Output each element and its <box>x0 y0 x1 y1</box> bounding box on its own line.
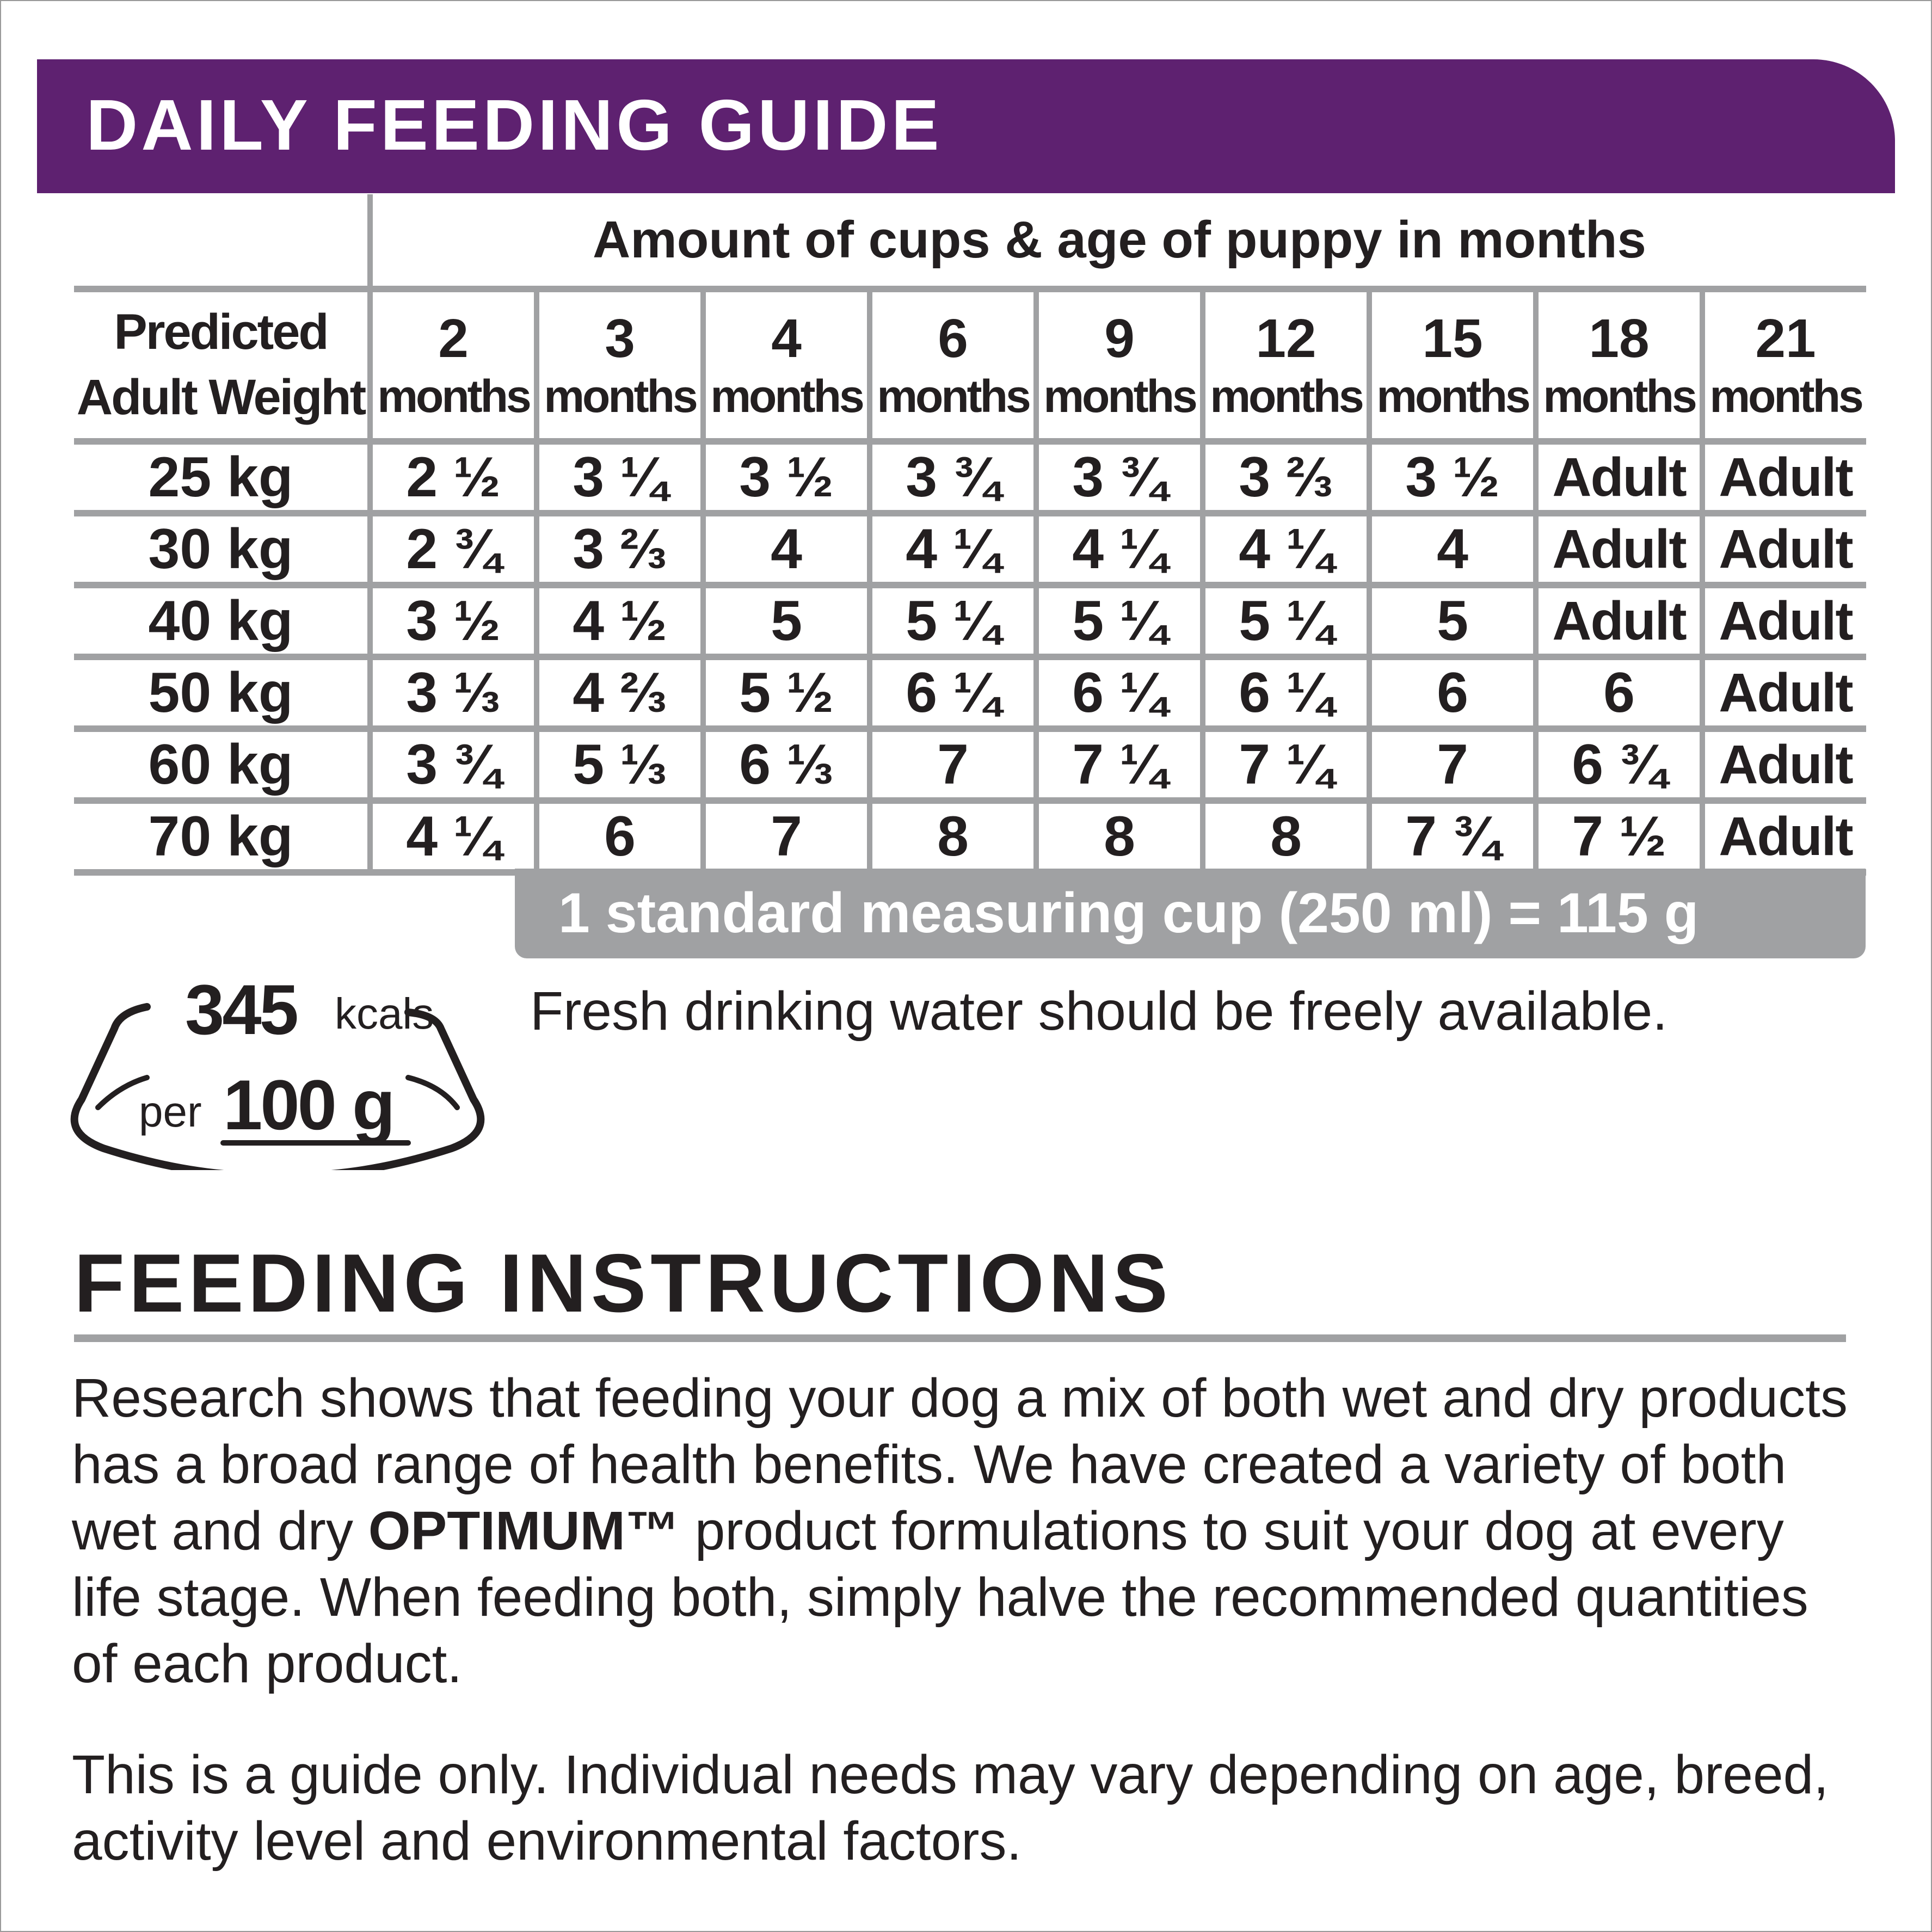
cups-cell: 7 ¾ <box>1369 801 1536 872</box>
column-unit: months <box>710 371 863 422</box>
table-row <box>74 585 1866 657</box>
weight-header <box>74 289 370 441</box>
water-note: Fresh drinking water should be freely available. <box>530 981 1668 1042</box>
column-number: 6 <box>938 308 968 369</box>
cups-cell: 7 ¼ <box>1203 729 1369 801</box>
kcal-value: 345 <box>185 970 297 1049</box>
cups-cell: 4 ¼ <box>870 513 1036 585</box>
cups-cell: 5 ¼ <box>1036 585 1203 657</box>
column-number: 21 <box>1755 308 1816 369</box>
column-header-row <box>74 289 1866 441</box>
cups-cell: 4 <box>1369 513 1536 585</box>
column-number: 15 <box>1422 308 1483 369</box>
column-number: 18 <box>1589 308 1650 369</box>
empty-corner <box>74 194 370 289</box>
column-unit: months <box>1543 371 1695 422</box>
column-header-2-months <box>370 289 537 441</box>
cups-cell: 3 ¾ <box>1036 441 1203 513</box>
weight-cell: 30 kg <box>74 513 370 585</box>
column-header-18-months <box>1536 289 1702 441</box>
cups-cell: 6 ¾ <box>1536 729 1702 801</box>
column-header-15-months <box>1369 289 1536 441</box>
table-caption: Amount of cups & age of puppy in months <box>593 211 1646 269</box>
column-number: 9 <box>1104 308 1135 369</box>
instructions-title: FEEDING INSTRUCTIONS <box>74 1237 1172 1330</box>
cups-cell: Adult <box>1536 585 1702 657</box>
instructions-paragraph-2: This is a guide only. Individual needs may vary depending on age, breed, activity level and environmental factors. <box>72 1744 1829 1872</box>
cups-cell: 3 ½ <box>1369 441 1536 513</box>
cups-cell: 4 <box>703 513 870 585</box>
cups-cell: 3 ½ <box>370 585 537 657</box>
cups-cell: 7 ¼ <box>1036 729 1203 801</box>
table-row <box>74 513 1866 585</box>
cups-cell: 2 ¾ <box>370 513 537 585</box>
p1-text-b: product formulations to suit your dog at every life stage. When feeding both, simply halve the recommended quantities of each product. <box>72 1500 1808 1694</box>
column-unit: months <box>877 371 1029 422</box>
cups-cell: 8 <box>870 801 1036 872</box>
cups-cell: 3 ¼ <box>537 441 703 513</box>
cups-cell: 2 ½ <box>370 441 537 513</box>
cups-cell: 6 ¼ <box>870 657 1036 729</box>
cups-cell: 6 ¼ <box>1203 657 1369 729</box>
cups-cell: 5 ½ <box>703 657 870 729</box>
cups-cell: 3 ¾ <box>870 441 1036 513</box>
column-unit: months <box>1376 371 1529 422</box>
column-number: 2 <box>438 308 469 369</box>
weight-header-line2: Adult Weight <box>76 370 365 425</box>
cups-cell: Adult <box>1702 657 1866 729</box>
cups-cell: Adult <box>1702 513 1866 585</box>
cups-cell: 5 ⅓ <box>537 729 703 801</box>
cups-cell: Adult <box>1536 513 1702 585</box>
column-header-6-months <box>870 289 1036 441</box>
weight-cell: 50 kg <box>74 657 370 729</box>
cups-cell: 8 <box>1036 801 1203 872</box>
instructions-paragraph-1 <box>72 1365 1868 1697</box>
cups-cell: 4 ¼ <box>370 801 537 872</box>
column-unit: months <box>544 371 696 422</box>
cups-cell: 7 <box>870 729 1036 801</box>
cups-cell: 6 <box>537 801 703 872</box>
weight-header-line1: Predicted <box>114 304 328 360</box>
cups-cell: Adult <box>1702 729 1866 801</box>
feeding-guide-header <box>37 59 1895 193</box>
cups-cell: 6 <box>1369 657 1536 729</box>
cups-cell: 3 ⅓ <box>370 657 537 729</box>
cups-cell: Adult <box>1702 585 1866 657</box>
cups-cell: 6 ¼ <box>1036 657 1203 729</box>
column-header-3-months <box>537 289 703 441</box>
cups-cell: 7 <box>703 801 870 872</box>
cups-cell: 3 ⅔ <box>537 513 703 585</box>
instructions-divider <box>74 1334 1846 1342</box>
cups-cell: 5 ¼ <box>1203 585 1369 657</box>
cup-measure-note: 1 standard measuring cup (250 ml) = 115 g <box>515 869 1866 958</box>
cups-cell: 3 ⅔ <box>1203 441 1369 513</box>
column-header-12-months <box>1203 289 1369 441</box>
column-number: 3 <box>605 308 635 369</box>
cups-cell: Adult <box>1702 801 1866 872</box>
column-unit: months <box>1709 371 1862 422</box>
table-row <box>74 801 1866 872</box>
p1-text-a: Research shows that feeding your dog a mix of both wet and dry products has a broad range of health benefits. We have created a variety of both wet and dry <box>72 1368 1848 1561</box>
cups-cell: 3 ¾ <box>370 729 537 801</box>
weight-cell: 60 kg <box>74 729 370 801</box>
column-unit: months <box>377 371 530 422</box>
column-unit: months <box>1043 371 1196 422</box>
table-row <box>74 729 1866 801</box>
cups-cell: 5 <box>703 585 870 657</box>
feeding-guide-title: DAILY FEEDING GUIDE <box>86 85 943 165</box>
cups-cell: 6 <box>1536 657 1702 729</box>
table-row <box>74 657 1866 729</box>
cups-cell: 4 ⅔ <box>537 657 703 729</box>
cups-cell: Adult <box>1536 441 1702 513</box>
cups-cell: 8 <box>1203 801 1369 872</box>
per-amount: 100 g <box>223 1065 393 1145</box>
cups-cell: 6 ⅓ <box>703 729 870 801</box>
table-row <box>74 441 1866 513</box>
column-number: 4 <box>771 308 802 369</box>
kcal-unit: kcals <box>335 989 434 1038</box>
bowl-calorie-icon <box>60 969 495 1170</box>
per-label: per <box>139 1087 202 1136</box>
table-caption-row <box>74 194 1866 289</box>
weight-cell: 40 kg <box>74 585 370 657</box>
weight-cell: 25 kg <box>74 441 370 513</box>
cups-cell: 4 ¼ <box>1203 513 1369 585</box>
cups-cell: Adult <box>1702 441 1866 513</box>
cups-cell: 7 <box>1369 729 1536 801</box>
weight-cell: 70 kg <box>74 801 370 872</box>
cups-cell: 4 ½ <box>537 585 703 657</box>
column-header-4-months <box>703 289 870 441</box>
column-unit: months <box>1210 371 1362 422</box>
feeding-table <box>74 194 1866 876</box>
cups-cell: 7 ½ <box>1536 801 1702 872</box>
cups-cell: 5 <box>1369 585 1536 657</box>
column-number: 12 <box>1256 308 1316 369</box>
cups-cell: 5 ¼ <box>870 585 1036 657</box>
cups-cell: 3 ½ <box>703 441 870 513</box>
cups-cell: 4 ¼ <box>1036 513 1203 585</box>
column-header-21-months <box>1702 289 1866 441</box>
column-header-9-months <box>1036 289 1203 441</box>
brand-name: OPTIMUM™ <box>368 1500 680 1561</box>
